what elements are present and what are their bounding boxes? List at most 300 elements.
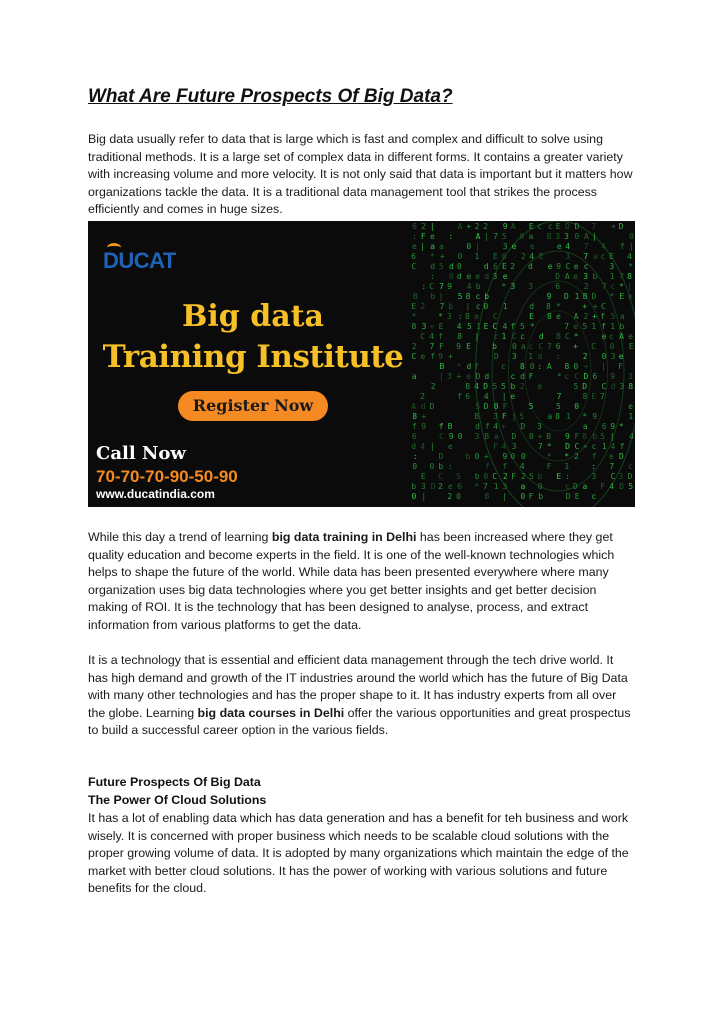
- matrix-glyph: A: [546, 362, 552, 371]
- matrix-glyph: 4: [529, 252, 535, 261]
- matrix-glyph: 7: [583, 252, 589, 261]
- matrix-glyph: C: [411, 352, 417, 361]
- matrix-glyph: d: [529, 302, 535, 311]
- matrix-glyph: 8: [628, 382, 634, 391]
- matrix-glyph: 2: [447, 492, 453, 501]
- matrix-glyph: 5: [492, 382, 498, 391]
- matrix-glyph: 4: [466, 282, 472, 291]
- matrix-glyph: e: [573, 262, 579, 271]
- matrix-glyph: 5: [519, 412, 525, 421]
- matrix-glyph: :: [430, 272, 435, 281]
- matrix-glyph: 2: [420, 302, 426, 311]
- matrix-glyph: 8: [457, 332, 462, 341]
- matrix-glyph: 0: [573, 362, 579, 371]
- matrix-glyph: 0: [483, 302, 489, 311]
- matrix-glyph: 7: [600, 392, 605, 401]
- register-now-button: Register Now: [178, 391, 328, 421]
- matrix-glyph: 4: [565, 242, 571, 251]
- matrix-glyph: +: [592, 302, 598, 311]
- matrix-glyph: *: [564, 452, 570, 461]
- matrix-glyph: 5: [610, 312, 616, 321]
- matrix-glyph: E: [466, 342, 471, 351]
- matrix-glyph: C: [601, 382, 607, 391]
- matrix-glyph: D: [574, 222, 580, 231]
- matrix-glyph: 4: [474, 382, 480, 391]
- matrix-glyph: 9: [610, 372, 616, 381]
- matrix-glyph: +: [421, 412, 427, 421]
- matrix-glyph: :: [412, 232, 417, 241]
- training-text-a: While this day a trend of learning: [88, 530, 272, 544]
- matrix-glyph: B: [447, 422, 453, 431]
- matrix-glyph: d: [484, 272, 490, 281]
- matrix-glyph: 1: [610, 322, 616, 331]
- matrix-glyph: c: [564, 372, 569, 381]
- matrix-glyph: 0: [456, 492, 462, 501]
- matrix-glyph: 0: [411, 492, 417, 501]
- matrix-glyph: a: [474, 312, 479, 321]
- matrix-glyph: D: [438, 452, 444, 461]
- matrix-glyph: D: [564, 292, 569, 301]
- matrix-glyph: E: [555, 222, 561, 231]
- matrix-glyph: :: [421, 282, 427, 291]
- matrix-glyph: e: [429, 232, 435, 241]
- matrix-glyph: d: [483, 262, 489, 271]
- matrix-glyph: e: [466, 372, 472, 381]
- matrix-glyph: e: [628, 332, 634, 341]
- matrix-glyph: 2: [421, 222, 426, 231]
- matrix-glyph: 5: [582, 322, 588, 331]
- matrix-glyph: :: [447, 462, 453, 471]
- matrix-glyph: |: [475, 242, 481, 251]
- matrix-glyph: b: [465, 452, 471, 461]
- matrix-glyph: a: [438, 242, 444, 251]
- matrix-glyph: 7: [537, 442, 543, 451]
- matrix-glyph: b: [411, 482, 417, 491]
- matrix-glyph: a: [582, 482, 588, 491]
- matrix-glyph: |: [511, 412, 517, 421]
- matrix-glyph: 3: [447, 312, 452, 321]
- matrix-glyph: +: [573, 342, 578, 351]
- matrix-glyph: *: [582, 412, 588, 421]
- matrix-glyph: 8: [484, 492, 490, 501]
- document-title: What Are Future Prospects Of Big Data?: [88, 86, 453, 107]
- matrix-glyph: D: [555, 272, 561, 281]
- matrix-glyph: 0: [483, 472, 489, 481]
- matrix-glyph: 6: [411, 432, 417, 441]
- matrix-glyph: 5: [501, 232, 507, 241]
- matrix-glyph: 7: [483, 482, 488, 491]
- matrix-glyph: F: [511, 472, 517, 481]
- matrix-glyph: |: [628, 242, 634, 251]
- matrix-glyph: |: [438, 372, 444, 381]
- matrix-glyph: 3: [610, 352, 616, 361]
- matrix-glyph: 9: [447, 282, 452, 291]
- matrix-glyph: d: [537, 352, 543, 361]
- matrix-glyph: 8: [546, 302, 551, 311]
- matrix-glyph: e: [609, 452, 614, 461]
- courses-text-a: It is a technology that is essential and efficient data management through the tech drive world. It has high demand and growth of the IT industries around the world which has the future of Big Data with many other technologies and has the proper shape to it. It has industry experts from all over the globe. Learning: [88, 653, 628, 720]
- matrix-glyph: b: [475, 282, 481, 291]
- matrix-glyph: 8: [555, 412, 561, 421]
- matrix-glyph: A: [583, 232, 589, 241]
- matrix-glyph: *: [618, 422, 624, 431]
- section-heading-future: Future Prospects Of Big Data: [88, 775, 261, 789]
- matrix-glyph: 3: [511, 352, 517, 361]
- matrix-glyph: 8: [627, 272, 632, 281]
- matrix-glyph: E: [420, 472, 426, 481]
- matrix-glyph: f: [600, 312, 606, 321]
- matrix-glyph: 8: [519, 362, 525, 371]
- training-text-b: has been increased where they get quality education and become experts in the field. It is one of the well-known technologies which helps to shape the future of the world. While data has been presented everywhere where many organization uses big data technologies where you get better insights and get better decision making of ROI. It is the technology that has been designed to analyse, process, and extract information from various platforms to get the data.: [88, 530, 615, 632]
- matrix-glyph: 9: [448, 432, 454, 441]
- matrix-glyph: D: [582, 382, 588, 391]
- matrix-glyph: 0: [520, 492, 526, 501]
- matrix-glyph: 1: [565, 412, 571, 421]
- matrix-glyph: 5: [438, 262, 444, 271]
- matrix-glyph: D: [520, 422, 526, 431]
- matrix-glyph: 3: [493, 412, 498, 421]
- matrix-glyph: 1: [474, 252, 480, 261]
- matrix-glyph: 3: [502, 242, 508, 251]
- matrix-glyph: e: [547, 262, 553, 271]
- matrix-glyph: 3: [565, 252, 571, 261]
- matrix-glyph: 9: [502, 452, 508, 461]
- matrix-glyph: c: [600, 252, 606, 261]
- matrix-glyph: 9: [546, 292, 552, 301]
- matrix-glyph: 0: [510, 452, 516, 461]
- matrix-glyph: f: [438, 332, 444, 341]
- matrix-glyph: D: [583, 372, 589, 381]
- matrix-glyph: 5: [573, 382, 579, 391]
- matrix-glyph: 0: [574, 402, 580, 411]
- matrix-glyph: C: [492, 312, 498, 321]
- matrix-glyph: 2: [420, 392, 426, 401]
- matrix-glyph: 5: [466, 322, 472, 331]
- matrix-glyph: 4: [493, 422, 499, 431]
- matrix-glyph: 2: [430, 382, 436, 391]
- matrix-glyph: 8: [465, 312, 470, 321]
- matrix-glyph: d: [430, 262, 436, 271]
- matrix-glyph: 5: [628, 482, 634, 491]
- matrix-glyph: C: [565, 262, 571, 271]
- matrix-glyph: 2: [583, 312, 589, 321]
- matrix-glyph: b: [537, 472, 543, 481]
- matrix-glyph: 5: [529, 472, 534, 481]
- matrix-glyph: e: [511, 242, 517, 251]
- matrix-glyph: +: [466, 222, 472, 231]
- matrix-glyph: 0: [429, 462, 435, 471]
- matrix-glyph: +: [448, 352, 453, 361]
- matrix-glyph: 0: [520, 452, 526, 461]
- courses-keyword: big data courses in Delhi: [197, 705, 345, 720]
- matrix-glyph: c: [610, 282, 616, 291]
- matrix-glyph: 8: [465, 292, 471, 301]
- ducat-logo: [96, 235, 176, 273]
- matrix-glyph: E: [574, 492, 580, 501]
- matrix-glyph: 1: [628, 412, 634, 421]
- matrix-glyph: c: [475, 302, 481, 311]
- matrix-glyph: |: [438, 292, 444, 301]
- matrix-glyph: b: [430, 292, 436, 301]
- matrix-glyph: 9: [456, 342, 462, 351]
- matrix-glyph: C: [538, 342, 544, 351]
- matrix-glyph: 2: [474, 222, 480, 231]
- matrix-glyph: 2: [510, 262, 516, 271]
- matrix-glyph: b: [492, 342, 497, 351]
- matrix-glyph: f: [438, 422, 444, 431]
- matrix-glyph: 7: [601, 282, 607, 291]
- matrix-glyph: 5: [475, 402, 481, 411]
- matrix-glyph: E: [556, 472, 562, 481]
- matrix-glyph: e: [447, 482, 453, 491]
- matrix-glyph: 5: [501, 382, 506, 391]
- matrix-glyph: 7: [564, 322, 570, 331]
- matrix-glyph: +: [483, 452, 489, 461]
- matrix-glyph: 8: [411, 322, 417, 331]
- matrix-glyph: C: [600, 302, 606, 311]
- matrix-glyph: d: [420, 402, 426, 411]
- matrix-glyph: |: [501, 392, 507, 401]
- matrix-glyph: 1: [591, 322, 597, 331]
- matrix-glyph: c: [609, 332, 614, 341]
- matrix-glyph: 0: [528, 432, 534, 441]
- matrix-glyph: 1: [502, 302, 508, 311]
- matrix-glyph: |: [592, 232, 598, 241]
- matrix-glyph: 8: [582, 432, 587, 441]
- matrix-glyph: D: [475, 372, 481, 381]
- matrix-glyph: E: [528, 222, 534, 231]
- matrix-glyph: 6: [592, 372, 598, 381]
- matrix-glyph: 1: [564, 462, 570, 471]
- matrix-glyph: 7: [583, 242, 589, 251]
- matrix-glyph: a: [430, 242, 435, 251]
- matrix-glyph: 6: [555, 342, 561, 351]
- matrix-glyph: 5: [456, 472, 461, 481]
- matrix-glyph: 4: [501, 442, 507, 451]
- matrix-glyph: *: [501, 282, 507, 291]
- matrix-glyph: A: [573, 312, 579, 321]
- matrix-glyph: e: [628, 402, 634, 411]
- matrix-glyph: D: [619, 482, 624, 491]
- matrix-glyph: d: [448, 262, 454, 271]
- matrix-glyph: F: [600, 482, 606, 491]
- matrix-glyph: F: [420, 232, 426, 241]
- cloud-paragraph: It has a lot of enabling data which has data generation and has a benefit for teh business and work wisely. It is concerned with proper business which needs to be scalable cloud solutions with the proper growing volume of data. It is adopted by many organizations which maintain the edge of the market with better cloud solutions. It has the power of working with various solutions and future benefits for the cloud.: [88, 811, 629, 896]
- matrix-glyph: f: [510, 322, 516, 331]
- matrix-glyph: f: [411, 422, 417, 431]
- matrix-glyph: f: [619, 242, 625, 251]
- courses-text-b: offer the various opportunities and great prospectus to build a successful career option in the various fields.: [88, 705, 631, 738]
- intro-paragraph: Big data usually refer to data that is large which is fast and complex and difficult to solve using traditional methods. It is a large set of complex data in different forms. It contains a greater variety with increasing volume and more velocity. It is not only said that data is important but it matters how organizations tackle the data. It is a traditional data management tool that strikes the process efficiently and comes in huge sizes.: [88, 132, 633, 217]
- matrix-glyph: D: [573, 482, 578, 491]
- matrix-glyph: d: [520, 372, 525, 381]
- matrix-glyph: C: [591, 342, 596, 351]
- matrix-glyph: e: [411, 242, 417, 251]
- matrix-glyph: B: [546, 232, 552, 241]
- matrix-glyph: 4: [627, 252, 632, 261]
- matrix-glyph: C: [438, 472, 444, 481]
- matrix-glyph: b: [592, 272, 598, 281]
- matrix-glyph: *: [609, 292, 615, 301]
- matrix-glyph: b: [619, 322, 625, 331]
- matrix-glyph: 8: [547, 312, 552, 321]
- matrix-glyph: E: [591, 392, 597, 401]
- matrix-glyph: D: [429, 402, 435, 411]
- matrix-glyph: c: [537, 222, 543, 231]
- matrix-glyph: d: [484, 372, 490, 381]
- matrix-glyph: 8: [412, 412, 418, 421]
- matrix-glyph: C: [492, 322, 498, 331]
- matrix-glyph: f: [484, 422, 490, 431]
- matrix-glyph: E: [619, 292, 625, 301]
- matrix-glyph: e: [475, 272, 481, 281]
- matrix-glyph: A: [510, 222, 516, 231]
- subsection-heading-cloud: The Power Of Cloud Solutions: [88, 793, 267, 807]
- matrix-glyph: 7: [429, 342, 435, 351]
- matrix-glyph: c: [520, 332, 526, 341]
- matrix-glyph: 4: [429, 332, 434, 341]
- matrix-glyph: F: [528, 492, 534, 501]
- matrix-glyph: *: [556, 302, 561, 311]
- matrix-glyph: *: [546, 452, 552, 461]
- matrix-glyph: 4: [600, 242, 606, 251]
- matrix-glyph: A: [619, 332, 624, 341]
- matrix-glyph: *: [429, 252, 435, 261]
- matrix-glyph: 0: [511, 342, 517, 351]
- matrix-glyph: E: [411, 302, 417, 311]
- matrix-glyph: 3: [421, 482, 426, 491]
- matrix-glyph: 0: [628, 232, 634, 241]
- matrix-glyph: b: [510, 382, 516, 391]
- matrix-glyph: f: [484, 462, 490, 471]
- matrix-glyph: +: [456, 372, 462, 381]
- matrix-glyph: f: [591, 452, 597, 461]
- matrix-glyph: e: [601, 332, 607, 341]
- training-paragraph: [88, 529, 633, 635]
- matrix-glyph: e: [420, 352, 426, 361]
- matrix-glyph: 4: [483, 392, 489, 401]
- matrix-glyph: b: [484, 292, 490, 301]
- matrix-glyph: 2: [411, 342, 417, 351]
- matrix-glyph: c: [547, 222, 553, 231]
- matrix-glyph: c: [583, 262, 589, 271]
- matrix-glyph: a: [520, 342, 526, 351]
- matrix-glyph: D: [511, 432, 517, 441]
- matrix-glyph: c: [501, 362, 506, 371]
- matrix-glyph: b: [448, 302, 454, 311]
- matrix-glyph: c: [510, 372, 516, 381]
- matrix-glyph: c: [627, 462, 633, 471]
- matrix-glyph: 3: [492, 272, 498, 281]
- matrix-glyph: e: [510, 392, 516, 401]
- matrix-glyph: b: [592, 432, 598, 441]
- matrix-glyph: |: [484, 232, 490, 241]
- matrix-glyph: c: [564, 482, 570, 491]
- matrix-glyph: +: [582, 302, 588, 311]
- matrix-glyph: E: [529, 312, 534, 321]
- training-keyword: big data training in Delhi: [271, 530, 417, 544]
- matrix-glyph: D: [483, 402, 489, 411]
- matrix-glyph: 4: [420, 442, 425, 451]
- matrix-glyph: d: [538, 332, 544, 341]
- matrix-glyph: +: [537, 432, 543, 441]
- matrix-glyph: B: [412, 292, 418, 301]
- matrix-glyph: |: [627, 282, 633, 291]
- matrix-glyph: 2: [483, 222, 488, 231]
- matrix-glyph: *: [556, 372, 562, 381]
- matrix-glyph: 9: [610, 422, 616, 431]
- matrix-glyph: *: [546, 442, 552, 451]
- matrix-glyph: A: [411, 402, 417, 411]
- matrix-glyph: 8: [519, 232, 525, 241]
- matrix-glyph: 4: [610, 442, 616, 451]
- matrix-glyph: C: [610, 472, 616, 481]
- matrix-glyph: 9: [592, 412, 598, 421]
- matrix-glyph: 3: [583, 272, 589, 281]
- matrix-glyph: 1: [475, 322, 481, 331]
- matrix-glyph: F: [546, 462, 552, 471]
- matrix-glyph: 1: [501, 332, 507, 341]
- matrix-glyph: d: [466, 362, 472, 371]
- matrix-glyph: 9: [438, 352, 444, 361]
- matrix-glyph: 3: [618, 472, 624, 481]
- matrix-glyph: d: [411, 442, 417, 451]
- matrix-glyph: E: [483, 322, 489, 331]
- matrix-glyph: 8: [448, 272, 454, 281]
- matrix-glyph: 1: [574, 292, 580, 301]
- matrix-glyph: |: [502, 492, 507, 501]
- matrix-glyph: e: [628, 292, 633, 301]
- matrix-glyph: F: [618, 362, 624, 371]
- matrix-glyph: 4: [628, 432, 634, 441]
- matrix-glyph: 3: [510, 282, 516, 291]
- website-url: www.ducatindia.com: [96, 487, 215, 501]
- matrix-glyph: 7: [591, 222, 597, 231]
- matrix-glyph: B: [465, 382, 471, 391]
- matrix-glyph: 0: [466, 242, 472, 251]
- matrix-glyph: F: [528, 372, 534, 381]
- matrix-glyph: e: [529, 242, 535, 251]
- matrix-glyph: 9: [421, 422, 427, 431]
- matrix-glyph: 6: [457, 482, 463, 491]
- banner-title-line1: Big data: [182, 299, 324, 334]
- ducat-banner-image: [88, 221, 635, 507]
- matrix-glyph: B: [582, 292, 588, 301]
- matrix-glyph: 0: [456, 262, 462, 271]
- matrix-glyph: A: [457, 222, 463, 231]
- matrix-glyph: a: [411, 372, 417, 381]
- matrix-glyph: 0: [457, 252, 463, 261]
- matrix-glyph: B: [546, 432, 552, 441]
- matrix-glyph: E: [609, 252, 614, 261]
- matrix-glyph: 0: [601, 352, 607, 361]
- matrix-glyph: *: [619, 282, 624, 291]
- matrix-glyph: D: [483, 382, 489, 391]
- matrix-glyph: e: [618, 352, 624, 361]
- matrix-code-graphic: [408, 221, 635, 507]
- matrix-glyph: 3: [502, 482, 508, 491]
- matrix-glyph: f: [502, 462, 508, 471]
- matrix-glyph: 1: [528, 352, 534, 361]
- matrix-glyph: |: [465, 302, 471, 311]
- matrix-glyph: 3: [537, 422, 542, 431]
- matrix-glyph: 6: [555, 282, 561, 291]
- matrix-glyph: d: [528, 262, 533, 271]
- matrix-glyph: 7: [609, 462, 615, 471]
- matrix-glyph: |: [601, 362, 606, 371]
- matrix-glyph: D: [565, 222, 570, 231]
- matrix-glyph: f: [474, 362, 480, 371]
